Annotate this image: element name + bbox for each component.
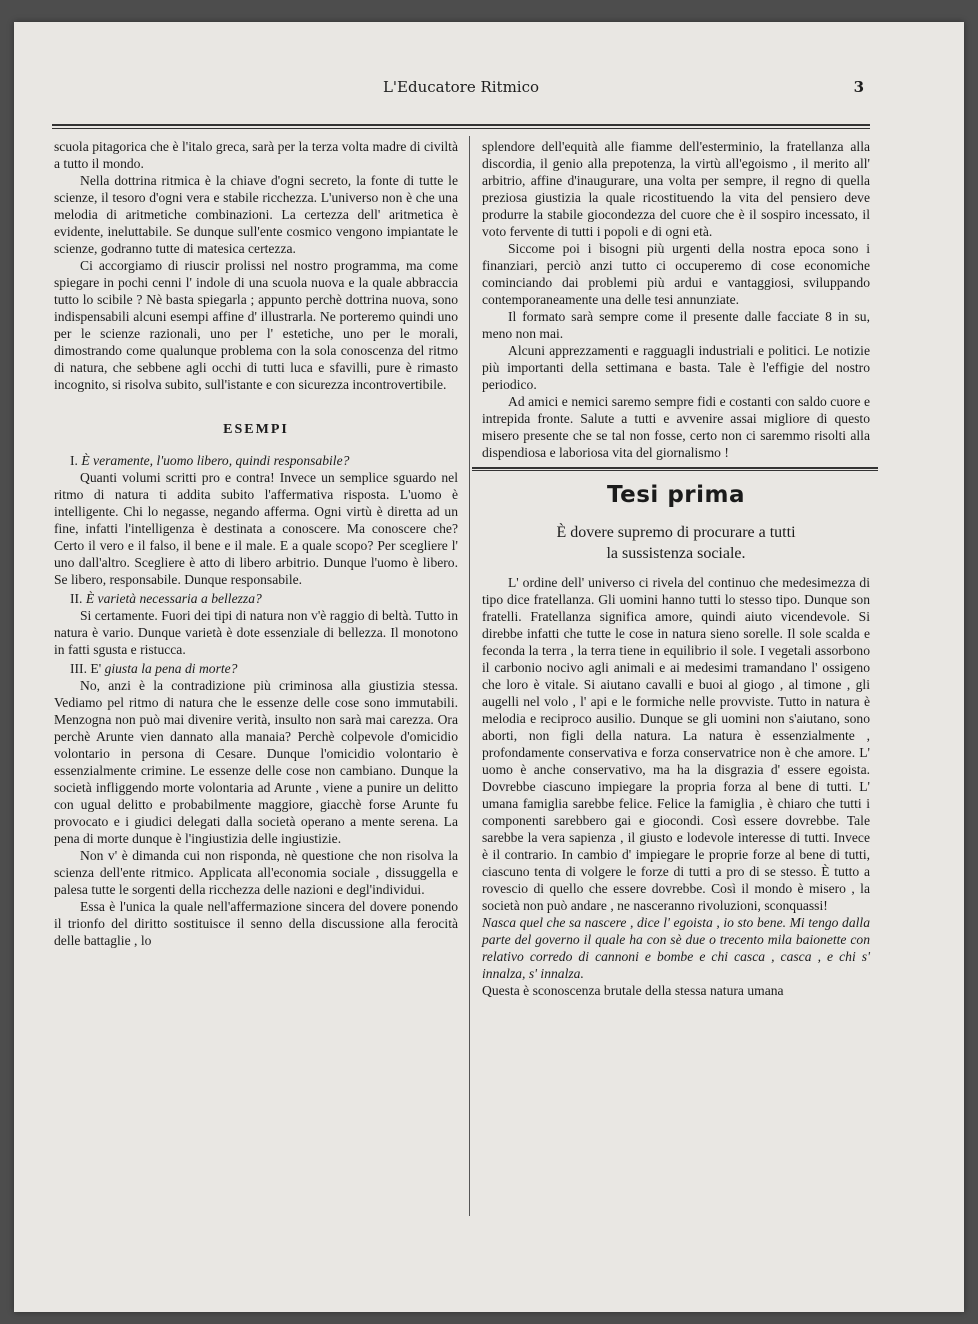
thesis-subtitle <box>482 522 870 564</box>
thesis-subtitle-line: la sussistenza sociale. <box>606 545 746 562</box>
paragraph: scuola pitagorica che è l'italo greca, sarà per la terza volta madre di civiltà a tutto il mondo. <box>54 139 458 171</box>
thesis-body: L' ordine dell' universo ci rivela del continuo che medesimezza di tipo dice fratellanza. Gli uomini hanno tutti lo stesso tipo. Dunque son fratelli. Fratellanza significa amore, quindi aiuto vicendevole. Si direbbe infatti che tutte le cose in natura sieno sorelle. Il sole scalda e feconda la terra , la terra tiene in equilibrio il sole. I vegetali assorbono il carbonio nocivo agli animali e ai medesimi tramandano l' ossigeno che loro è vitale. Si aiutano cavalli e buoi al giogo , al timone , gli augelli nel volo , l' api e le formiche nelle provviste. Tutto in natura è melodia e reciproco ausilio. Dunque se gli uomini non s'aiutano, sono aborti, non figli della natura. La natura è essenzialmente , profondamente conservativa e forza conservatrice non è che amore. L' uomo è anche conservativo, ma ha la disgrazia d' essere egoista. Dovrebbe ciascuno impiegare la propria forza al bene di tutti. L' umana famiglia sarebbe felice. Felice la famiglia , è chiaro che tutti i componenti sarebbero gai e giocondi. Così essere dovrebbe. Tale sarebbe la vera sapienza , il giusto e lodevole interesse di tutti. Invece è il contrario. In cambio d' impiegare le proprie forze al bene di tutti, ciascuno tenta di volgere le forze di tutti a pro di se stesso. È tutto a rovescio di quello che essere dovrebbe. Così il mondo è misero , la società non può andare , ne nasceranno rivoluzioni, sconquassi! <box>482 575 870 913</box>
paragraph: Non v' è dimanda cui non risponda, nè questione che non risolva la scienza dell'ente ritmico. Applicata all'economia sociale , dissuggella e palesa tutte le sorgenti della ricchezza delle nazioni e degl'individui. <box>54 848 458 897</box>
page-header <box>52 72 870 102</box>
question-text: È veramente, l'uomo libero, quindi responsabile? <box>81 453 350 468</box>
paragraph: Questa è sconoscenza brutale della stessa natura umana <box>482 983 784 998</box>
journal-title: L'Educatore Ritmico <box>382 78 540 96</box>
column-divider <box>469 136 470 1216</box>
paragraph: Nella dottrina ritmica è la chiave d'ogni secreto, la fonte di tutte le scienze, il tesoro d'ogni vera e stabile ricchezza. L'universo non è che una melodia di aritmetiche combinazioni. La certezza dell' aritmetica è evidente, ineluttabile. Se dunque sull'ente cosmico vengono impiantate le scienze, godranno tutte di matesica certezza. <box>54 173 458 256</box>
right-column <box>482 138 870 999</box>
egoist-quote: Nasca quel che sa nascere , dice l' egoista , io sto bene. Mi tengo dalla parte del governo il quale ha con sè due o trecento mila baionette con relativo corredo di cannoni e bombe e chi casca , casca , e chi s' innalza, s' innalza. <box>482 915 870 981</box>
paragraph: Ci accorgiamo di riuscir prolissi nel nostro programma, ma come spiegare in pochi cenni l' indole di una scuola nuova e la quale abbraccia tutto lo scibile ? Nè basta spiegarla ; appunto perchè dottrina nuova, sono indispensabili alcuni esempi affine d' illustrarla. Ne porteremo quindi uno per le scienze razionali, uno per l' estetiche, uno per le morali, dimostrando come qualunque problema con la sola conoscenza del ritmo di natura, che sebbene agli occhi di tutti luca e sfavilli, pure è rimasto incognito, si risolva subito, sull'istante e con sicurezza incontrovertibile. <box>54 258 458 392</box>
paragraph: Siccome poi i bisogni più urgenti della nostra epoca sono i finanziari, perciò anzi tutto ci occuperemo di cose economiche cominciando dai problemi più ardui e vantaggiosi, sviluppando contemporaneamente una delle tesi annunziate. <box>482 241 870 307</box>
question-lead: E' <box>90 661 102 676</box>
header-rule <box>52 124 870 129</box>
section-rule <box>472 467 878 471</box>
answer-1: Quanti volumi scritti pro e contra! Invece un semplice sguardo nel ritmo di natura ti addita subito l'affermativa risposta. L'uomo è intelligente. Chi lo negasse, negando afferma. Ogni virtù è diretta ad un fine, infatti l'intelligenza è destinata a conoscere. Ma conoscere che? Certo il vero e il falso, il bene e il male. E a quale scopo? Per scegliere l' uno dall'altro. Scegliere è atto di libero arbitrio. Dunque l'uomo è libero. Se libero, responsabile. Dunque responsabile. <box>54 470 458 587</box>
answer-2: Si certamente. Fuori dei tipi di natura non v'è raggio di beltà. Tutto in natura è vario. Dunque varietà è dote essenziale di bellezza. Il monotono in fatti sgusta e ristucca. <box>54 608 458 657</box>
question-text: giusta la pena di morte? <box>104 661 238 676</box>
thesis-subtitle-line: È dovere supremo di procurare a tutti <box>556 524 796 541</box>
section-title-esempi: ESEMPI <box>223 422 289 437</box>
question-2 <box>54 590 458 607</box>
question-1 <box>54 452 458 469</box>
left-column <box>54 138 458 949</box>
paragraph: Alcuni apprezzamenti e ragguagli industriali e politici. Le notizie più importanti della settimana e basta. Tale è l'effigie del nostro periodico. <box>482 343 870 392</box>
question-3 <box>54 660 458 677</box>
answer-3: No, anzi è la contradizione più criminosa alla giustizia stessa. Vediamo pel ritmo di natura che le essenze delle cose sono immutabili. Menzogna non può mai divenire verità, insulto non sarà mai carezza. Ora perchè Arunte vien dannato alla manaia? Perchè colpevole d'omicidio volontario in persona di Cesare. Dunque l'omicidio volontario è essenzialmente crimine. Le essenze delle cose non cambiano. Dunque la società infliggendo morte volontaria ad Arunte , viene a punire un delitto con ugual delitto e probabilmente maggiore, giacchè forse Arunte fu provocato e i giudici delegati dalla società operano a mente serena. La pena di morte dunque è l'ingiustizia delle ingiustizie. <box>54 678 458 846</box>
question-number: III. <box>70 661 87 676</box>
paragraph: Ad amici e nemici saremo sempre fidi e costanti con saldo cuore e intrepida fronte. Salute a tutti e avvenire assai migliore di questo misero presente che se tal non fosse, certo non ci saremmo risolti alla dispendiosa e laboriosa vita del giornalismo ! <box>482 394 870 460</box>
paragraph: Essa è l'unica la quale nell'affermazione sincera del dovere ponendo il trionfo del diritto sostituisce il senno della discussione alla ferocità delle battaglie , lo <box>54 899 458 948</box>
question-number: I. <box>70 453 78 468</box>
paragraph: splendore dell'equità alle fiamme dell'esterminio, la fratellanza alla discordia, il genio alla prepotenza, la virtù all'egoismo , il merito all' arbitrio, affine d'inaugurare, una volta per sempre, il regno di quella preziosa giustizia la quale ricostituendo la vita del pensiero deve produrre la stabile giocondezza del cuore che è il sospiro incessato, il voto fervente di tutti i popoli e di ogni età. <box>482 139 870 239</box>
page-number: 3 <box>853 78 864 96</box>
question-text: È varietà necessaria a bellezza? <box>85 591 262 606</box>
question-number: II. <box>70 591 83 606</box>
thesis-title: Tesi prima <box>607 482 745 508</box>
paragraph: Il formato sarà sempre come il presente dalle facciate 8 in su, meno non mai. <box>482 309 870 341</box>
